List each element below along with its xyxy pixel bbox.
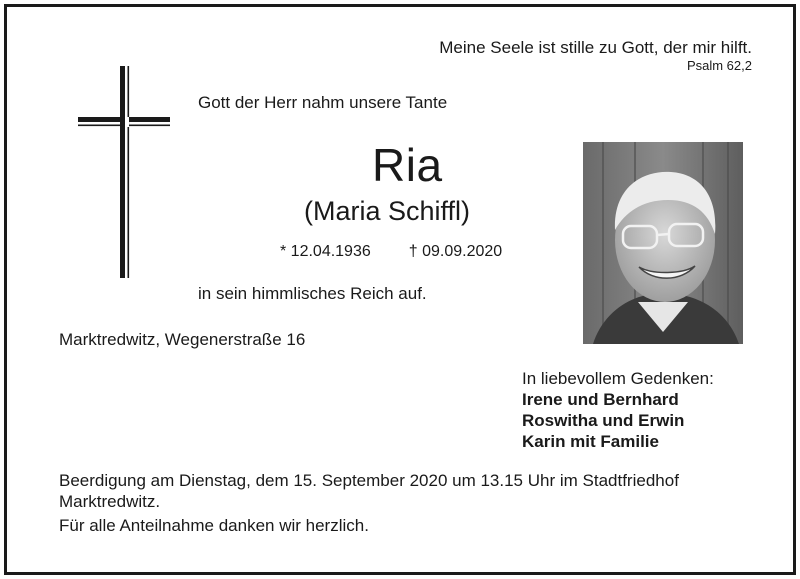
funeral-info: Beerdigung am Dienstag, dem 15. September 2020 um 13.15 Uhr im Stadtfriedhof Marktredwitz. — [59, 471, 679, 511]
deceased-full-name: (Maria Schiffl) — [304, 196, 471, 226]
portrait-photo — [583, 142, 743, 344]
mourners-heading: In liebevollem Gedenken: — [522, 369, 714, 388]
address: Marktredwitz, Wegenerstraße 16 — [59, 330, 306, 349]
mourners-block — [522, 368, 714, 452]
mourner-name: Irene und Bernhard — [522, 390, 679, 409]
mourners-names — [522, 389, 714, 452]
outro-text: in sein himmlisches Reich auf. — [198, 284, 427, 303]
motto-reference: Psalm 62,2 — [686, 58, 752, 73]
thanks-text: Für alle Anteilnahme danken wir herzlich. — [59, 516, 369, 535]
life-dates — [280, 243, 502, 261]
motto-quote: Meine Seele ist stille zu Gott, der mir hilft. — [439, 38, 752, 57]
deceased-name: Ria — [372, 139, 443, 191]
cross-icon — [78, 66, 170, 278]
mourner-name: Karin mit Familie — [522, 432, 659, 451]
intro-text: Gott der Herr nahm unsere Tante — [198, 93, 448, 112]
mourner-name: Roswitha und Erwin — [522, 411, 685, 430]
death-date: † 09.09.2020 — [408, 243, 503, 260]
birth-date: * 12.04.1936 — [280, 243, 371, 260]
